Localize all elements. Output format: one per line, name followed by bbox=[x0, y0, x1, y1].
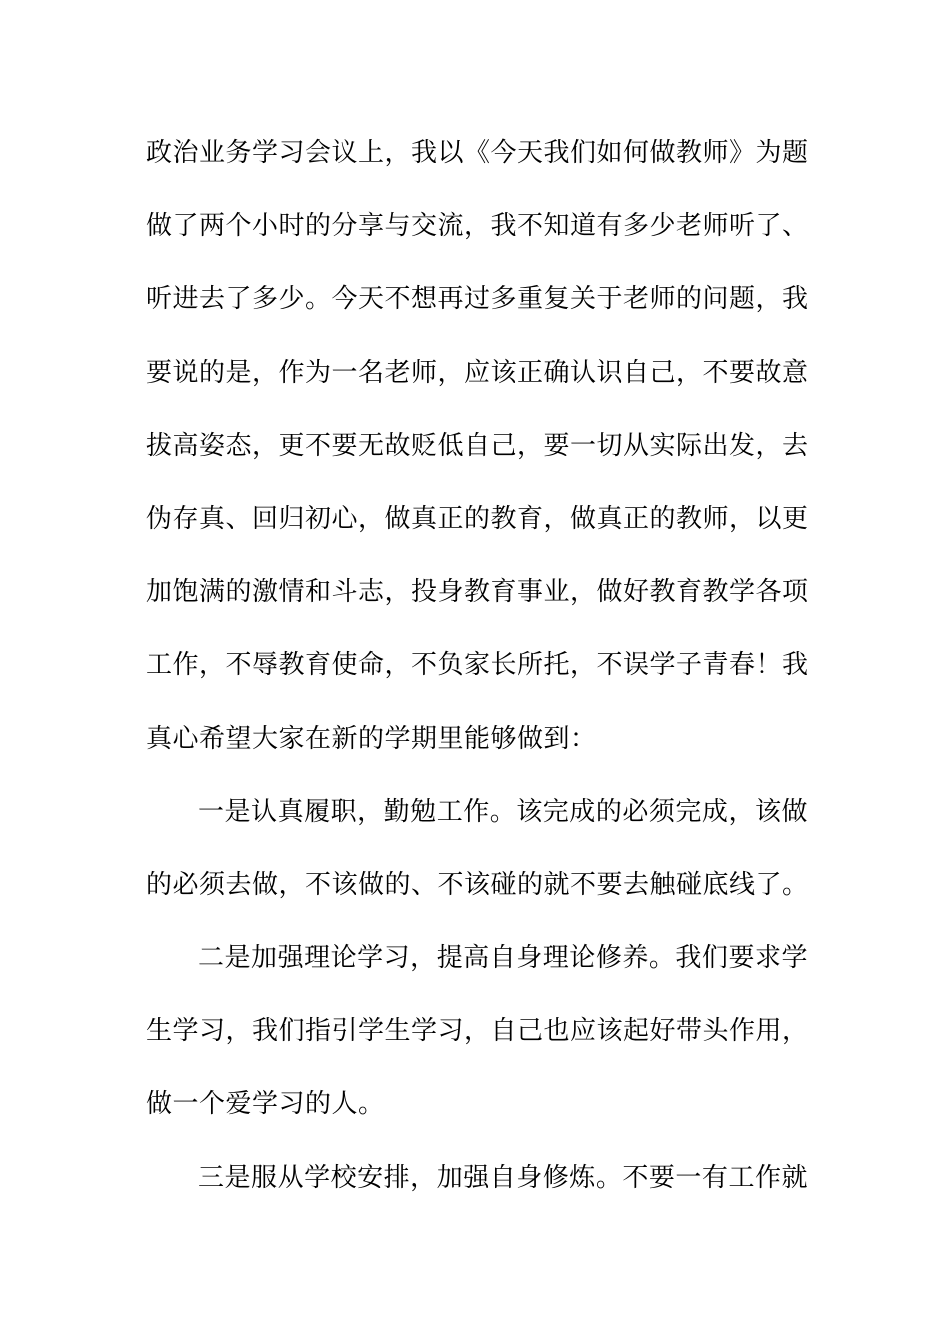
text-line: 要说的是，作为一名老师，应该正确认识自己，不要故意 bbox=[146, 357, 809, 388]
text-line: 一是认真履职，勤勉工作。该完成的必须完成，该做 bbox=[198, 796, 808, 827]
text-line: 伪存真、回归初心，做真正的教育，做真正的教师，以更 bbox=[146, 503, 809, 534]
text-line: 做了两个小时的分享与交流，我不知道有多少老师听了、 bbox=[146, 211, 809, 242]
text-line: 三是服从学校安排，加强自身修炼。不要一有工作就 bbox=[198, 1162, 808, 1193]
text-line: 的必须去做，不该做的、不该碰的就不要去触碰底线了。 bbox=[146, 869, 809, 900]
text-line: 二是加强理论学习，提高自身理论修养。我们要求学 bbox=[198, 943, 808, 974]
text-line: 真心希望大家在新的学期里能够做到： bbox=[146, 723, 597, 754]
text-line: 政治业务学习会议上，我以《今天我们如何做教师》为题 bbox=[146, 138, 809, 168]
text-line: 工作，不辱教育使命，不负家长所托，不误学子青春！我 bbox=[146, 650, 809, 681]
text-line: 做一个爱学习的人。 bbox=[146, 1089, 385, 1120]
text-line: 听进去了多少。今天不想再过多重复关于老师的问题，我 bbox=[146, 284, 809, 315]
text-line: 生学习，我们指引学生学习，自己也应该起好带头作用， bbox=[146, 1016, 809, 1047]
text-line: 加饱满的激情和斗志，投身教育事业，做好教育教学各项 bbox=[146, 577, 809, 608]
body-text bbox=[146, 127, 808, 1225]
text-line: 拔高姿态，更不要无故贬低自己，要一切从实际出发，去 bbox=[146, 430, 809, 461]
